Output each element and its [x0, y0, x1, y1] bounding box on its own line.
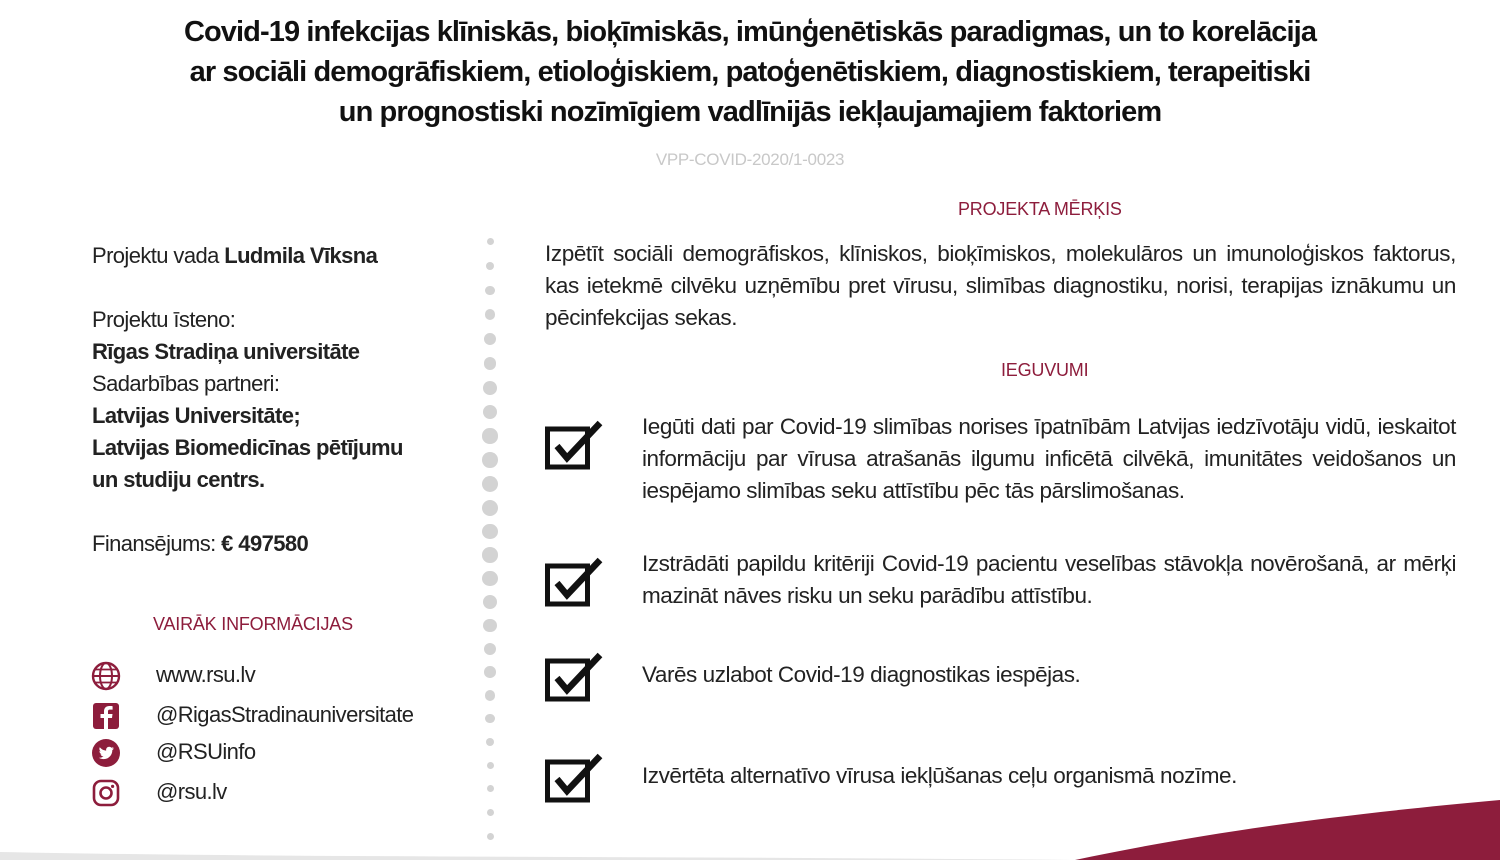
benefit-text: Iegūti dati par Covid-19 slimības norises īpatnībām Latvijas iedzīvotāju vidū, ieskaitot informāciju par vīrusa atrašanās ilgumu inficētā cilvēkā, imunitātes veidošanos un iespējamo slimības seku attīstību pēc tās pārslimošanas. — [642, 414, 1456, 503]
benefit-item — [545, 548, 1456, 648]
twitter-icon — [90, 737, 122, 769]
divider-dot — [486, 738, 494, 746]
benefit-text: Izvērtēta alternatīvo vīrusa iekļūšanas ceļu organismā nozīme. — [642, 763, 1237, 788]
divider-dot — [484, 333, 496, 345]
project-code: VPP-COVID-2020/1-0023 — [655, 150, 845, 169]
divider-dot — [483, 595, 497, 609]
contact-twitter[interactable] — [90, 733, 450, 769]
partners-label: Sadarbības partneri: — [92, 371, 280, 396]
title-line-1: Covid-19 infekcijas klīniskās, bioķīmiskās, imūnģenētiskās paradigmas, un to korelācija — [183, 16, 1317, 48]
project-lead-name: Ludmila Vīksna — [224, 243, 378, 268]
funding-value: € 497580 — [221, 531, 309, 556]
divider-dot — [487, 809, 494, 816]
divider-dot — [487, 833, 494, 840]
goal-text: Izpētīt sociāli demogrāfiskos, klīniskos, bioķīmiskos, molekulāros un imunoloģiskos faktorus, kas ietekmē cilvēku uzņēmību pret vīrusu, slimības diagnostiku, norisi, terapijas iznākumu un pēcinfekcijas sekas. — [545, 241, 1456, 330]
divider-dot — [485, 690, 495, 700]
divider-dot — [482, 452, 498, 468]
divider-dot — [483, 619, 497, 633]
contact-instagram[interactable] — [90, 773, 450, 809]
checkbox-checked-icon — [545, 752, 605, 808]
goal-heading: PROJEKTA MĒRĶIS — [958, 199, 1122, 219]
page-title — [60, 12, 1440, 132]
more-info-heading: VAIRĀK INFORMĀCIJAS — [153, 614, 353, 634]
project-lead — [92, 243, 377, 269]
divider-dot — [484, 666, 496, 678]
benefits-heading: IEGUVUMI — [1001, 360, 1089, 380]
checkbox-checked-icon — [545, 556, 605, 612]
benefit-text: Varēs uzlabot Covid-19 diagnostikas iespējas. — [642, 662, 1081, 687]
divider-dot — [482, 500, 498, 516]
contact-facebook[interactable] — [90, 696, 450, 732]
divider-dot — [487, 762, 494, 769]
divider-dot — [484, 643, 497, 656]
title-line-2: ar sociāli demogrāfiskiem, etioloģiskiem, patoģenētiskiem, diagnostiskiem, terapeitiski — [189, 56, 1311, 88]
divider-dot — [486, 262, 494, 270]
divider-dot — [482, 476, 498, 492]
benefit-item — [545, 744, 1456, 844]
column-divider — [482, 238, 498, 860]
benefit-item — [545, 411, 1456, 511]
funding-label: Finansējums: — [92, 531, 216, 556]
implementer-name: Rīgas Stradiņa universitāte — [92, 339, 360, 364]
divider-dot — [482, 571, 497, 586]
instagram-icon — [90, 777, 122, 809]
facebook-link[interactable]: @RigasStradinauniversitate — [156, 702, 414, 727]
divider-dot — [482, 428, 497, 443]
divider-dot — [485, 286, 495, 296]
divider-dot — [485, 714, 494, 723]
partner-1: Latvijas Universitāte; — [92, 403, 301, 428]
globe-icon — [90, 660, 122, 692]
divider-dot — [483, 381, 497, 395]
implementer-label: Projektu īsteno: — [92, 307, 236, 332]
checkbox-checked-icon — [545, 419, 605, 475]
divider-dot — [487, 785, 494, 792]
title-line-3: un prognostiski nozīmīgiem vadlīnijās iekļaujamajiem faktoriem — [338, 96, 1162, 128]
partner-2-line-2: un studiju centrs. — [92, 467, 265, 492]
benefit-text: Izstrādāti papildu kritēriji Covid-19 pacientu veselības stāvokļa novērošanā, ar mērķi mazināt nāves risku un seku parādību attīstību. — [642, 551, 1456, 608]
website-link[interactable]: www.rsu.lv — [156, 662, 256, 687]
divider-dot — [487, 238, 494, 245]
checkbox-checked-icon — [545, 651, 605, 707]
twitter-link[interactable]: @RSUinfo — [156, 739, 256, 764]
facebook-icon — [90, 700, 122, 732]
divider-dot — [483, 405, 498, 420]
instagram-link[interactable]: @rsu.lv — [156, 779, 227, 804]
project-lead-label: Projektu vada — [92, 243, 219, 268]
divider-dot — [482, 547, 498, 563]
benefit-item — [545, 643, 1456, 743]
divider-dot — [485, 309, 496, 320]
partner-2-line-1: Latvijas Biomedicīnas pētījumu — [92, 435, 403, 460]
divider-dot — [482, 524, 498, 540]
contact-website[interactable] — [90, 656, 450, 692]
divider-dot — [484, 357, 497, 370]
funding — [92, 531, 308, 557]
